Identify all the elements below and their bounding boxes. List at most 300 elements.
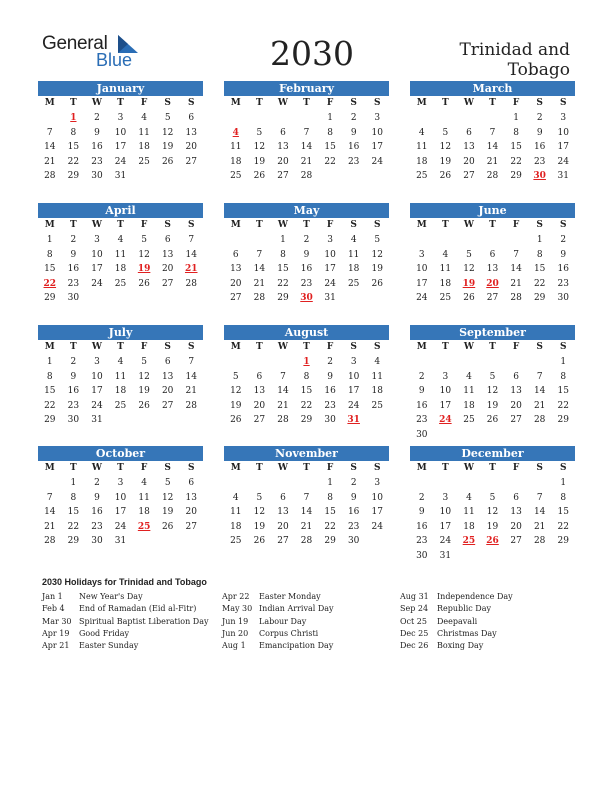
weekday-label: S <box>350 98 357 108</box>
week-row <box>38 291 203 306</box>
week-row <box>224 140 389 155</box>
empty-day-cell <box>342 169 366 184</box>
week-row <box>38 155 203 170</box>
day-cell: 30 <box>347 536 360 547</box>
empty-day-cell <box>271 355 295 370</box>
holiday-name: Indian Arrival Day <box>259 604 334 614</box>
day-cell: 6 <box>164 357 171 367</box>
day-cell: 19 <box>253 156 266 167</box>
day-cell: 17 <box>91 386 103 397</box>
day-cell: 7 <box>280 371 286 382</box>
day-cell: 8 <box>46 249 53 260</box>
day-cell: 30 <box>67 415 80 426</box>
holiday-column <box>42 591 209 652</box>
day-cell: 22 <box>324 521 336 532</box>
weekday-label: T <box>303 98 310 108</box>
day-cell: 16 <box>91 507 103 518</box>
day-cell: 13 <box>510 507 522 518</box>
day-cell: 26 <box>253 171 266 182</box>
weekday-label: F <box>140 98 148 108</box>
month-november <box>224 446 389 549</box>
weekday-label: S <box>188 98 195 108</box>
day-cell: 30 <box>324 415 336 426</box>
day-cell: 11 <box>463 386 475 397</box>
empty-day-cell <box>410 233 434 248</box>
day-cell: 20 <box>161 264 174 275</box>
day-cell: 20 <box>277 156 289 167</box>
day-cell: 23 <box>416 536 428 547</box>
day-cell: 20 <box>185 507 197 518</box>
holiday-day-cell: 1 <box>303 357 310 367</box>
empty-day-cell <box>38 476 62 491</box>
day-cell: 29 <box>44 293 56 304</box>
holiday-name: Labour Day <box>259 616 307 626</box>
day-cell: 20 <box>230 278 242 289</box>
empty-day-cell <box>132 169 156 184</box>
weekday-label: T <box>489 220 496 230</box>
month-header: November <box>224 446 389 461</box>
day-cell: 7 <box>46 127 53 138</box>
day-cell: 29 <box>67 536 80 547</box>
holiday-name: New Year's Day <box>79 592 143 601</box>
holiday-column <box>222 591 334 652</box>
day-cell: 8 <box>280 249 286 260</box>
weekday-label: S <box>560 463 567 473</box>
day-cell: 21 <box>300 156 313 167</box>
day-cell: 9 <box>350 127 357 138</box>
day-cell: 11 <box>114 249 127 260</box>
day-cell: 8 <box>560 492 567 503</box>
day-cell: 1 <box>536 235 543 245</box>
day-cell: 22 <box>277 278 289 289</box>
day-cell: 5 <box>489 492 496 503</box>
day-cell: 24 <box>114 521 127 532</box>
day-cell: 2 <box>327 357 333 367</box>
day-cell: 28 <box>533 415 546 426</box>
day-cell: 14 <box>300 507 313 518</box>
week-row <box>410 355 575 370</box>
day-cell: 1 <box>46 235 53 245</box>
week-row <box>38 384 203 399</box>
day-cell: 7 <box>303 492 310 503</box>
week-row <box>38 262 203 277</box>
weekday-label: T <box>442 220 449 230</box>
holiday-name: Good Friday <box>79 628 130 638</box>
holiday-name: Deepavali <box>437 616 478 626</box>
day-cell: 27 <box>185 156 197 167</box>
weekday-header <box>410 340 575 355</box>
empty-day-cell <box>224 476 248 491</box>
day-cell: 25 <box>114 278 127 289</box>
day-cell: 24 <box>114 156 127 167</box>
day-cell: 4 <box>141 113 147 123</box>
weekday-label: F <box>140 220 148 230</box>
week-row <box>410 476 575 491</box>
empty-day-cell <box>295 476 319 491</box>
day-cell: 3 <box>94 357 100 367</box>
day-cell: 11 <box>439 264 452 275</box>
weekday-label: F <box>512 220 520 230</box>
empty-day-cell <box>551 549 575 564</box>
week-row <box>38 413 203 428</box>
day-cell: 10 <box>439 507 452 518</box>
day-cell: 12 <box>161 492 174 503</box>
day-cell: 27 <box>463 171 475 182</box>
holiday-entry <box>222 628 334 640</box>
day-cell: 12 <box>138 249 150 260</box>
day-cell: 3 <box>350 357 357 367</box>
day-cell: 23 <box>347 521 360 532</box>
day-cell: 8 <box>46 371 53 382</box>
day-cell: 19 <box>161 142 174 153</box>
weekday-label: T <box>303 220 310 230</box>
weekday-label: S <box>350 463 357 473</box>
day-cell: 1 <box>46 357 53 367</box>
brand-name-general: General <box>42 33 108 54</box>
holiday-entry <box>42 628 209 640</box>
weekday-label: F <box>512 463 520 473</box>
day-cell: 22 <box>300 400 313 411</box>
weekday-label: W <box>91 463 102 473</box>
day-cell: 12 <box>253 507 266 518</box>
weekday-header <box>224 340 389 355</box>
day-cell: 8 <box>303 371 310 382</box>
brand-name-blue: Blue <box>96 50 133 70</box>
day-cell: 4 <box>232 492 239 503</box>
day-cell: 21 <box>185 386 197 397</box>
weekday-label: T <box>117 98 124 108</box>
day-cell: 31 <box>114 536 127 547</box>
day-cell: 4 <box>466 371 472 382</box>
day-cell: 5 <box>232 371 239 382</box>
day-cell: 18 <box>114 264 127 275</box>
weekday-label: M <box>230 342 241 352</box>
month-header: April <box>38 203 203 218</box>
day-cell: 27 <box>510 415 522 426</box>
day-cell: 29 <box>44 415 56 426</box>
day-cell: 7 <box>46 492 53 503</box>
empty-day-cell <box>132 413 156 428</box>
day-cell: 21 <box>533 521 546 532</box>
day-cell: 28 <box>253 293 266 304</box>
weekday-header <box>224 461 389 476</box>
day-cell: 12 <box>371 249 383 260</box>
day-cell: 15 <box>324 142 336 153</box>
day-cell: 18 <box>138 507 150 518</box>
week-row <box>224 370 389 385</box>
day-cell: 26 <box>138 400 150 411</box>
week-row <box>38 399 203 414</box>
day-cell: 4 <box>117 357 124 367</box>
week-row <box>224 169 389 184</box>
weekday-label: S <box>164 342 171 352</box>
weekday-label: W <box>91 98 102 108</box>
day-cell: 29 <box>67 171 80 182</box>
day-cell: 12 <box>486 507 499 518</box>
week-row <box>38 126 203 141</box>
day-cell: 14 <box>277 386 289 397</box>
empty-day-cell <box>457 355 481 370</box>
holiday-entry <box>400 616 513 628</box>
month-july <box>38 325 203 428</box>
day-cell: 9 <box>418 507 425 518</box>
day-cell: 5 <box>466 249 472 260</box>
day-cell: 27 <box>230 293 242 304</box>
weekday-label: S <box>560 98 567 108</box>
day-cell: 23 <box>533 156 546 167</box>
day-cell: 20 <box>161 386 174 397</box>
week-row <box>224 534 389 549</box>
day-cell: 9 <box>536 127 543 138</box>
holiday-day-cell: 31 <box>347 415 360 426</box>
day-cell: 17 <box>416 278 428 289</box>
day-cell: 6 <box>188 478 195 488</box>
country-name: Trinidad and Tobago <box>459 40 570 80</box>
day-cell: 10 <box>557 127 569 138</box>
weekday-label: W <box>91 220 102 230</box>
day-cell: 6 <box>513 371 519 382</box>
day-cell: 25 <box>230 171 242 182</box>
day-cell: 15 <box>533 264 546 275</box>
empty-day-cell <box>365 413 389 428</box>
day-cell: 5 <box>164 478 171 488</box>
day-cell: 10 <box>114 492 127 503</box>
weekday-header <box>38 218 203 233</box>
day-cell: 9 <box>418 386 425 397</box>
day-cell: 31 <box>557 171 569 182</box>
day-cell: 1 <box>560 357 567 367</box>
day-cell: 13 <box>161 249 174 260</box>
day-cell: 3 <box>442 371 449 382</box>
holiday-entry <box>222 616 334 628</box>
day-cell: 13 <box>277 507 289 518</box>
day-cell: 14 <box>486 142 499 153</box>
month-january <box>38 81 203 184</box>
weekday-header <box>38 461 203 476</box>
week-row <box>224 505 389 520</box>
day-cell: 23 <box>91 521 103 532</box>
day-cell: 28 <box>44 536 56 547</box>
month-header: June <box>410 203 575 218</box>
empty-day-cell <box>38 111 62 126</box>
day-cell: 9 <box>70 371 77 382</box>
holiday-entry <box>400 640 513 652</box>
day-cell: 7 <box>513 249 519 260</box>
day-cell: 26 <box>161 156 174 167</box>
month-june <box>410 203 575 306</box>
weekday-label: W <box>91 342 102 352</box>
weekday-label: S <box>536 463 543 473</box>
weekday-label: S <box>188 463 195 473</box>
weekday-label: F <box>512 98 520 108</box>
weekday-label: T <box>256 342 263 352</box>
week-row <box>224 413 389 428</box>
day-cell: 9 <box>94 127 100 138</box>
day-cell: 20 <box>185 142 197 153</box>
day-cell: 6 <box>466 127 472 138</box>
month-september <box>410 325 575 443</box>
month-header: February <box>224 81 389 96</box>
day-cell: 3 <box>374 113 381 123</box>
day-cell: 13 <box>185 127 197 138</box>
day-cell: 25 <box>138 156 150 167</box>
weekday-label: S <box>536 98 543 108</box>
weekday-label: T <box>70 342 77 352</box>
day-cell: 13 <box>463 142 475 153</box>
weekday-label: T <box>70 220 77 230</box>
day-cell: 16 <box>67 264 80 275</box>
day-cell: 14 <box>185 249 197 260</box>
weekday-label: T <box>442 98 449 108</box>
weekday-label: F <box>326 98 334 108</box>
day-cell: 12 <box>463 264 475 275</box>
month-header: July <box>38 325 203 340</box>
day-cell: 8 <box>70 492 77 503</box>
weekday-label: S <box>188 220 195 230</box>
day-cell: 23 <box>324 400 336 411</box>
day-cell: 24 <box>91 278 103 289</box>
weekday-label: S <box>350 220 357 230</box>
day-cell: 2 <box>560 235 567 245</box>
week-row <box>410 169 575 184</box>
holiday-date: Apr 22 <box>222 592 250 601</box>
day-cell: 26 <box>486 415 499 426</box>
holiday-day-cell: 20 <box>486 278 499 289</box>
week-row <box>224 355 389 370</box>
weekday-label: W <box>277 463 288 473</box>
empty-day-cell <box>528 476 552 491</box>
day-cell: 12 <box>161 127 174 138</box>
day-cell: 21 <box>44 521 56 532</box>
empty-day-cell <box>179 413 203 428</box>
holiday-date: Dec 26 <box>400 641 429 651</box>
week-row <box>38 491 203 506</box>
holiday-day-cell: 24 <box>439 415 452 426</box>
weekday-label: F <box>140 463 148 473</box>
day-cell: 22 <box>324 156 336 167</box>
day-cell: 6 <box>232 249 239 260</box>
day-cell: 13 <box>277 142 289 153</box>
week-row <box>224 248 389 263</box>
day-cell: 25 <box>463 415 475 426</box>
holiday-day-cell: 30 <box>300 293 313 304</box>
day-cell: 10 <box>91 371 103 382</box>
month-march <box>410 81 575 184</box>
day-cell: 15 <box>557 507 569 518</box>
day-cell: 7 <box>188 235 195 245</box>
day-cell: 30 <box>416 550 428 561</box>
weekday-label: T <box>256 220 263 230</box>
day-cell: 22 <box>510 156 522 167</box>
empty-day-cell <box>481 476 505 491</box>
holiday-entry <box>42 616 209 628</box>
empty-day-cell <box>434 476 458 491</box>
week-row <box>224 291 389 306</box>
month-header: January <box>38 81 203 96</box>
day-cell: 26 <box>253 536 266 547</box>
day-cell: 27 <box>185 521 197 532</box>
holiday-name: Republic Day <box>437 604 491 614</box>
weekday-label: T <box>256 98 263 108</box>
month-april <box>38 203 203 306</box>
week-row <box>410 505 575 520</box>
day-cell: 18 <box>371 386 383 397</box>
day-cell: 3 <box>418 249 425 260</box>
empty-day-cell <box>342 291 366 306</box>
day-cell: 8 <box>560 371 567 382</box>
weekday-label: M <box>416 463 427 473</box>
empty-day-cell <box>109 413 133 428</box>
day-cell: 24 <box>347 400 360 411</box>
holiday-entry <box>222 591 334 603</box>
month-may <box>224 203 389 306</box>
week-row <box>410 111 575 126</box>
day-cell: 3 <box>94 235 100 245</box>
empty-day-cell <box>271 476 295 491</box>
empty-day-cell <box>481 111 505 126</box>
holiday-entry <box>42 591 209 603</box>
day-cell: 23 <box>67 400 80 411</box>
day-cell: 27 <box>277 536 289 547</box>
day-cell: 25 <box>230 536 242 547</box>
week-row <box>224 520 389 535</box>
week-row <box>224 262 389 277</box>
week-row <box>224 476 389 491</box>
day-cell: 25 <box>416 171 428 182</box>
holiday-name: Boxing Day <box>437 641 484 651</box>
day-cell: 21 <box>300 521 313 532</box>
weekday-label: W <box>463 220 474 230</box>
empty-day-cell <box>156 534 180 549</box>
week-row <box>410 248 575 263</box>
day-cell: 30 <box>91 536 103 547</box>
empty-day-cell <box>551 428 575 443</box>
empty-day-cell <box>504 355 528 370</box>
empty-day-cell <box>481 549 505 564</box>
empty-day-cell <box>179 291 203 306</box>
day-cell: 11 <box>114 371 127 382</box>
day-cell: 5 <box>374 235 381 245</box>
month-header: December <box>410 446 575 461</box>
day-cell: 12 <box>230 386 242 397</box>
empty-day-cell <box>434 355 458 370</box>
day-cell: 23 <box>67 278 80 289</box>
day-cell: 15 <box>324 507 336 518</box>
day-cell: 25 <box>371 400 383 411</box>
empty-day-cell <box>248 111 272 126</box>
week-row <box>224 277 389 292</box>
empty-day-cell <box>156 169 180 184</box>
day-cell: 22 <box>557 400 569 411</box>
day-cell: 18 <box>138 142 150 153</box>
empty-day-cell <box>156 291 180 306</box>
day-cell: 19 <box>486 521 499 532</box>
day-cell: 16 <box>347 142 360 153</box>
day-cell: 23 <box>300 278 313 289</box>
day-cell: 16 <box>557 264 569 275</box>
week-row <box>410 277 575 292</box>
empty-day-cell <box>457 476 481 491</box>
day-cell: 11 <box>371 371 383 382</box>
day-cell: 9 <box>70 249 77 260</box>
day-cell: 28 <box>533 536 546 547</box>
holiday-day-cell: 1 <box>70 113 77 123</box>
day-cell: 4 <box>418 127 425 138</box>
day-cell: 26 <box>230 415 242 426</box>
day-cell: 8 <box>327 127 333 138</box>
day-cell: 7 <box>536 371 543 382</box>
day-cell: 31 <box>439 550 452 561</box>
